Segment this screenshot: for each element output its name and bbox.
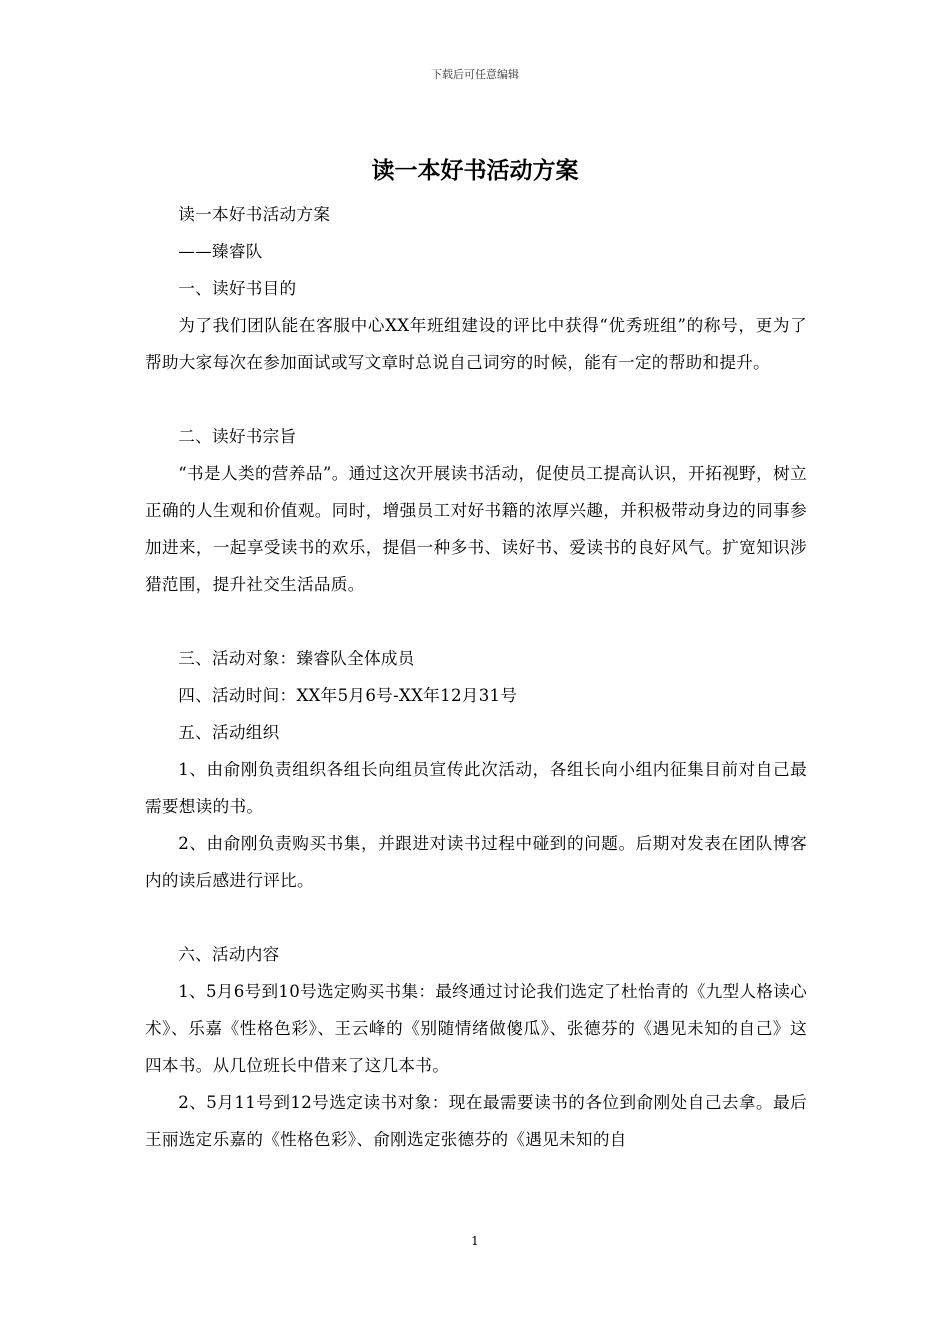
paragraph-purpose: 为了我们团队能在客服中心XX年班组建设的评比中获得“优秀班组”的称号，更为了帮助大家每次在参加面试或写文章时总说自己词穷的时候，能有一定的帮助和提升。 [145,316,807,372]
section-heading-aim: 二、读好书宗旨 [178,427,297,446]
section-heading-content: 六、活动内容 [178,945,280,964]
paragraph-aim: “书是人类的营养品”。通过这次开展读书活动，促使员工提高认识，开拓视野，树立正确的人生观和价值观。同时，增强员工对好书籍的浓厚兴趣，并积极带动身边的同事参加进来，一起享受读书的欢乐，提倡一种多书、读好书、爱读书的良好风气。扩宽知识涉猎范围，提升社交生活品质。 [145,464,807,594]
spacer [145,381,807,418]
page-number: 1 [471,1234,479,1248]
section-heading-audience: 三、活动对象：臻睿队全体成员 [178,649,415,668]
paragraph-content-1: 1、5月6号到10号选定购买书集：最终通过讨论我们选定了杜怡青的《九型人格读心术》、乐嘉《性格色彩》、王云峰的《别随情绪做傻瓜》、张德芬的《遇见未知的自己》这四本书。从几位班长中借来了这几本书。 [145,982,807,1075]
spacer [145,899,807,936]
section-heading-organization: 五、活动组织 [178,723,280,742]
paragraph-content-2: 2、5月11号到12号选定读书对象：现在最需要读书的各位到俞刚处自己去拿。最后王丽选定乐嘉的《性格色彩》、俞刚选定张德芬的《遇见未知的自 [145,1093,807,1149]
document-title: 读一本好书活动方案 [371,157,579,184]
paragraph-organization-2: 2、由俞刚负责购买书集，并跟进对读书过程中碰到的问题。后期对发表在团队博客内的读后感进行评比。 [145,834,807,890]
team-line: ——臻睿队 [178,242,263,261]
subtitle-line: 读一本好书活动方案 [178,205,331,224]
spacer [145,603,807,640]
paragraph-organization-1: 1、由俞刚负责组织各组长向组员宣传此次活动，各组长向小组内征集目前对自己最需要想读的书。 [145,760,807,816]
section-heading-time: 四、活动时间：XX年5月6号-XX年12月31号 [178,686,518,705]
document-body [145,196,807,1158]
section-heading-purpose: 一、读好书目的 [178,279,297,298]
header-note: 下载后可任意编辑 [431,68,519,81]
